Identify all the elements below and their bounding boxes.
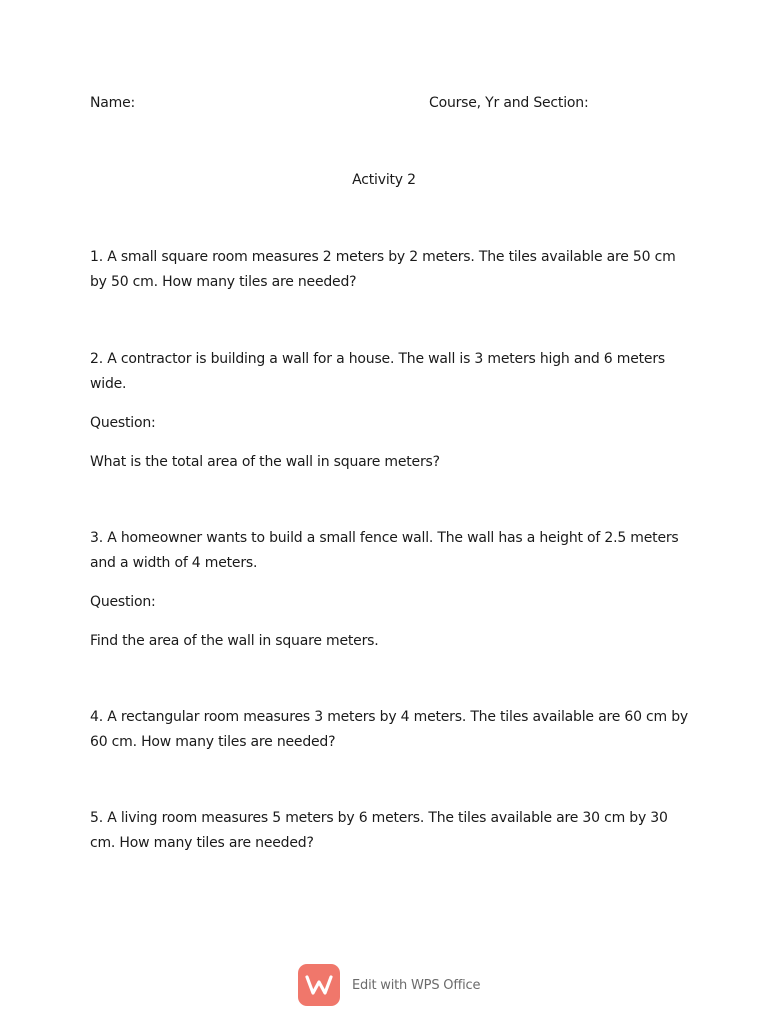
course-section-label: Course, Yr and Section: <box>429 95 589 111</box>
edit-with-wps-label[interactable]: Edit with WPS Office <box>352 977 481 993</box>
wps-office-logo-icon <box>298 964 340 1006</box>
problem-4-text: 4. A rectangular room measures 3 meters by 4 meters. The tiles available are 60 cm by 60 cm. How many tiles are needed? <box>90 709 689 750</box>
problem-1-text: 1. A small square room measures 2 meters by 2 meters. The tiles available are 50 cm by 50 cm. How many tiles are needed? <box>90 249 676 290</box>
name-label: Name: <box>90 95 136 111</box>
problem-2-text: 2. A contractor is building a wall for a house. The wall is 3 meters high and 6 meters wide. <box>90 351 665 392</box>
edit-with-wps-banner[interactable] <box>298 964 480 1006</box>
problem-2-question-label: Question: <box>90 415 156 431</box>
activity-title: Activity 2 <box>352 172 416 188</box>
problem-3-question-label: Question: <box>90 594 156 610</box>
problem-3-text: 3. A homeowner wants to build a small fence wall. The wall has a height of 2.5 meters and a width of 4 meters. <box>90 530 679 571</box>
problem-5-text: 5. A living room measures 5 meters by 6 meters. The tiles available are 30 cm by 30 cm. How many tiles are needed? <box>90 810 668 851</box>
problem-2-question: What is the total area of the wall in square meters? <box>90 454 440 470</box>
problem-3-question: Find the area of the wall in square meters. <box>90 633 379 649</box>
